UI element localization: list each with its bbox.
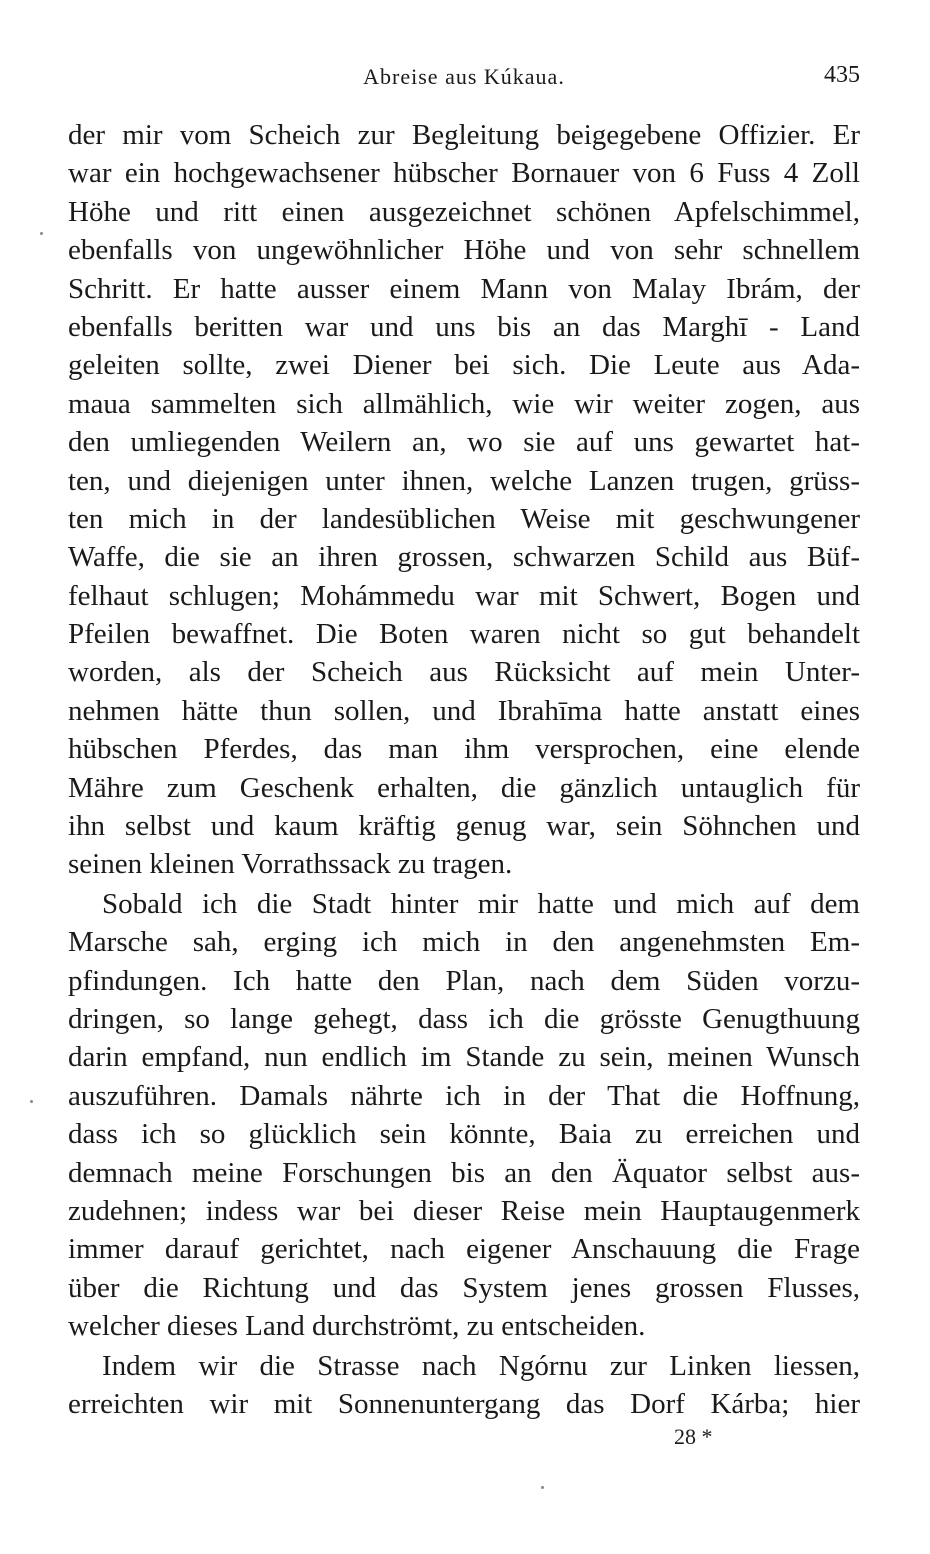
text-line: dringen, so lange gehegt, dass ich die grösste Genugthuung <box>68 1002 860 1035</box>
text-line: immer darauf gerichtet, nach eigener Anschauung die Frage <box>68 1233 860 1266</box>
text-line: Höhe und ritt einen ausgezeichnet schönen Apfelschimmel, <box>68 195 860 228</box>
text-line: worden, als der Scheich aus Rücksicht auf mein Unter- <box>68 656 860 689</box>
text-line: hübschen Pferdes, das man ihm versprochen, eine elende <box>68 733 860 766</box>
text-line: seinen kleinen Vorrathssack zu tragen. <box>68 848 513 881</box>
paper-speck <box>541 1486 544 1489</box>
text-line: dass ich so glücklich sein könnte, Baia zu erreichen und <box>68 1118 860 1151</box>
text-line: welcher dieses Land durchströmt, zu entscheiden. <box>68 1310 646 1343</box>
text-line: ten mich in der landesüblichen Weise mit geschwungener <box>68 502 860 535</box>
text-line: Mähre zum Geschenk erhalten, die gänzlich untauglich für <box>68 771 860 804</box>
text-line: war ein hochgewachsener hübscher Bornauer von 6 Fuss 4 Zoll <box>68 157 860 190</box>
text-line: ebenfalls von ungewöhnlicher Höhe und von sehr schnellem <box>68 234 860 267</box>
text-line: geleiten sollte, zwei Diener bei sich. Die Leute aus Ada- <box>68 349 860 382</box>
text-line: Sobald ich die Stadt hinter mir hatte und mich auf dem <box>102 887 860 920</box>
text-line: ihn selbst und kaum kräftig genug war, sein Söhnchen und <box>68 810 860 843</box>
text-line: demnach meine Forschungen bis an den Äquator selbst aus- <box>68 1156 860 1189</box>
text-line: nehmen hätte thun sollen, und Ibrahīma hatte anstatt eines <box>68 694 860 727</box>
text-line: der mir vom Scheich zur Begleitung beigegebene Offizier. Er <box>68 119 860 151</box>
text-line: ten, und diejenigen unter ihnen, welche Lanzen trugen, grüss- <box>68 464 860 497</box>
text-line: den umliegenden Weilern an, wo sie auf uns gewartet hat- <box>68 426 860 459</box>
paper-speck <box>30 1100 33 1103</box>
text-line: Marsche sah, erging ich mich in den angenehmsten Em- <box>68 926 860 959</box>
paper-speck <box>40 232 43 235</box>
text-line: pfindungen. Ich hatte den Plan, nach dem Süden vorzu- <box>68 964 860 997</box>
text-line: darin empfand, nun endlich im Stande zu sein, meinen Wunsch <box>68 1041 860 1074</box>
text-line: zudehnen; indess war bei dieser Reise mein Hauptaugenmerk <box>68 1194 860 1227</box>
body-text <box>68 116 860 1423</box>
text-line: über die Richtung und das System jenes grossen Flusses, <box>68 1271 860 1304</box>
text-line: felhaut schlugen; Mohámmedu war mit Schwert, Bogen und <box>68 579 860 612</box>
text-line: ebenfalls beritten war und uns bis an das Marghī - Land <box>68 310 860 343</box>
text-line: Pfeilen bewaffnet. Die Boten waren nicht so gut behandelt <box>68 618 860 651</box>
text-line: auszuführen. Damals nährte ich in der That die Hoffnung, <box>68 1079 860 1112</box>
text-line: Waffe, die sie an ihren grossen, schwarzen Schild aus Büf- <box>68 541 860 574</box>
text-line: Indem wir die Strasse nach Ngórnu zur Linken liessen, <box>102 1349 860 1382</box>
running-title: Abreise aus Kúkaua. <box>363 64 565 89</box>
text-line: Schritt. Er hatte ausser einem Mann von Malay Ibrám, der <box>68 272 860 305</box>
signature-mark: 28 * <box>674 1424 713 1449</box>
text-line: erreichten wir mit Sonnenuntergang das Dorf Kárba; hier <box>68 1387 860 1420</box>
page-number: 435 <box>824 62 860 88</box>
paragraph <box>68 116 860 884</box>
text-line: maua sammelten sich allmählich, wie wir weiter zogen, aus <box>68 387 860 420</box>
paragraph <box>68 1347 860 1424</box>
paragraph <box>68 885 860 1346</box>
running-head <box>68 62 860 98</box>
